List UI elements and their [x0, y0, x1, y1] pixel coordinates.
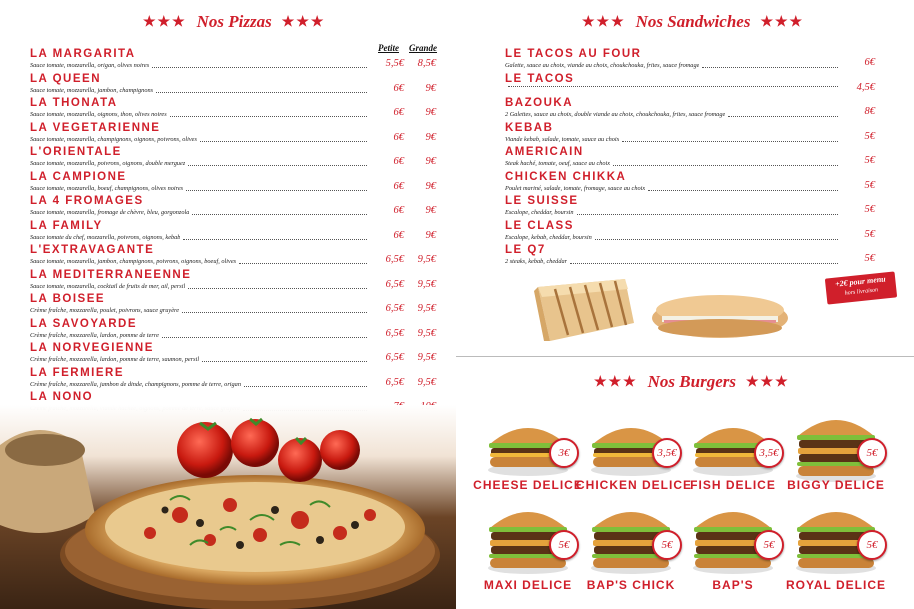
pizza-item — [30, 195, 440, 220]
leader-dots — [595, 239, 838, 240]
pizza-description: Sauce tomate, mozzarella, origan, olives noires — [30, 62, 150, 69]
pizza-name: LA FAMILY — [30, 219, 103, 232]
burger-name: ROYAL DELICE — [785, 578, 887, 592]
burgers-title: Nos Burgers — [647, 372, 736, 391]
pizza-item — [30, 146, 440, 171]
pizza-description: Sauce tomate, mozzarella, oignons, thon, olives noires — [30, 111, 167, 118]
sandwich-name: AMERICAIN — [505, 146, 584, 158]
sandwich-list — [505, 48, 875, 269]
pizza-price-grande: 9,5€ — [417, 303, 436, 314]
burgers-heading — [594, 372, 790, 392]
pizza-item — [30, 97, 440, 122]
sandwich-description: Galette, sauce au choix, viande au choix, choukchouka, frites, sauce fromage — [505, 62, 700, 69]
sandwich-description: 2 Galettes, sauce au choix, double viande au choix, choukchouka, frites, sauce fromage — [505, 111, 726, 118]
stars-left: ★★★ — [143, 14, 187, 30]
pizza-description: Sauce tomate, mozzarella, poivrons, oignons, double merguez — [30, 160, 186, 167]
leader-dots — [188, 165, 367, 166]
sandwich-price: 6€ — [864, 57, 875, 68]
pizza-name: LA FERMIERE — [30, 366, 125, 379]
sandwich-price: 5€ — [864, 204, 875, 215]
pizza-name: LA SAVOYARDE — [30, 317, 138, 330]
burger-name: CHICKEN DELICE — [576, 478, 693, 492]
sandwich-name: KEBAB — [505, 121, 554, 134]
sandwich-item — [505, 244, 875, 269]
pizza-name: LA BOISEE — [30, 293, 106, 305]
leader-dots — [508, 86, 838, 87]
pizza-description: Sauce tomate, mozzarella, cocktail de fruits de mer, ail, persil — [30, 282, 186, 290]
sandwiches-title: Nos Sandwiches — [635, 12, 751, 31]
promo-line-2: hors livraison — [844, 287, 879, 297]
pizza-description: Sauce tomate, mozzarella, champignons, oignons, poivrons, olives — [30, 135, 197, 143]
pizza-price-petite: 6,5€ — [385, 352, 404, 363]
sandwich-item — [505, 171, 875, 196]
leader-dots — [202, 361, 367, 362]
stars-right: ★★★ — [746, 374, 790, 390]
pizza-item — [30, 293, 440, 318]
burger-price-badge: 5€ — [549, 530, 579, 560]
burger-price-badge: 3€ — [549, 438, 579, 468]
sandwich-name: LE SUISSE — [505, 195, 579, 207]
pizza-name: LA NONO — [30, 391, 94, 403]
leader-dots — [162, 337, 367, 338]
sandwich-description: Viande kebab, salade, tomate, sauce au choix — [505, 135, 620, 143]
tacos-image — [530, 275, 640, 345]
pizza-name: LA 4 FROMAGES — [30, 195, 144, 207]
stars-left: ★★★ — [582, 14, 626, 30]
pizza-price-grande: 9€ — [425, 205, 436, 216]
pizza-price-petite: 6€ — [393, 205, 404, 216]
section-divider — [456, 356, 914, 357]
sandwich-name: CHICKEN CHIKKA — [505, 170, 627, 183]
sandwich-item — [505, 195, 875, 220]
pizza-price-grande: 9,5€ — [417, 376, 436, 388]
sandwich-description: 2 steaks, kebab, cheddar — [505, 258, 568, 265]
pizzas-title: Nos Pizzas — [196, 12, 272, 31]
pizza-price-grande: 9€ — [425, 107, 436, 118]
sandwich-name: LE TACOS — [505, 72, 575, 85]
pizza-price-petite: 6,5€ — [385, 254, 404, 265]
sandwich-price: 8€ — [864, 106, 875, 117]
leader-dots — [239, 263, 367, 264]
pizza-price-petite: 6€ — [393, 131, 404, 143]
pizza-illustration — [0, 405, 456, 609]
pizza-item — [30, 318, 440, 343]
sandwich-price: 5€ — [864, 228, 875, 240]
pizza-name: LA MARGARITA — [30, 48, 136, 60]
pizza-photo — [0, 405, 456, 609]
pizza-description: Sauce tomate, mozzarella, fromage de chèvre, bleu, gorgonzola — [30, 209, 190, 216]
leader-dots — [152, 67, 367, 68]
pizza-price-petite: 6€ — [393, 229, 404, 241]
leader-dots — [156, 92, 367, 93]
pizza-name: LA QUEEN — [30, 72, 101, 85]
burger-price-badge: 3,5€ — [754, 438, 784, 468]
sandwich-name: BAZOUKA — [505, 97, 573, 109]
leader-dots — [188, 288, 367, 289]
pizza-price-petite: 6,5€ — [385, 376, 404, 388]
sandwich-item — [505, 220, 875, 245]
sandwich-description: Escalope, kebab, cheddar, boursin — [505, 233, 592, 241]
burger-price-badge: 5€ — [857, 530, 887, 560]
pizza-description: Crème fraîche, mozzarella, lardon, pomme de terre — [30, 331, 159, 339]
burger-name: BAP'S — [712, 578, 754, 592]
sandwich-name: LE TACOS AU FOUR — [505, 48, 642, 60]
pizza-price-grande: 9,5€ — [417, 254, 436, 265]
pizza-item — [30, 48, 440, 73]
pizza-name: LA THONATA — [30, 97, 118, 109]
burger-name: FISH DELICE — [690, 478, 776, 492]
sandwich-name: LE CLASS — [505, 219, 574, 232]
leader-dots — [183, 239, 367, 240]
pizza-price-petite: 6€ — [393, 107, 404, 118]
pizza-price-petite: 6,5€ — [385, 327, 404, 339]
burger-price-badge: 5€ — [857, 438, 887, 468]
pizza-item — [30, 342, 440, 367]
leader-dots — [244, 386, 367, 387]
pizza-price-grande: 9€ — [425, 131, 436, 143]
pizza-description: Crème fraîche, mozzarella, jambon de dinde, champignons, pomme de terre, origan — [30, 380, 241, 388]
burger-name: MAXI DELICE — [483, 578, 573, 592]
stars-right: ★★★ — [281, 14, 326, 30]
sandwich-price: 4,5€ — [856, 81, 875, 93]
leader-dots — [182, 312, 367, 313]
leader-dots — [577, 214, 838, 215]
pizza-name: LA CAMPIONE — [30, 170, 127, 183]
panini-image — [650, 290, 790, 340]
pizza-description: Crème fraîche, mozzarella, lardon, pomme de terre, saumon, persil — [30, 356, 200, 363]
leader-dots — [170, 116, 367, 117]
burger-price-badge: 3,5€ — [652, 438, 682, 468]
pizza-price-grande: 9€ — [425, 229, 436, 241]
stars-right: ★★★ — [760, 14, 805, 30]
pizza-price-grande: 9,5€ — [417, 327, 436, 339]
pizza-name: L'EXTRAVAGANTE — [30, 244, 155, 256]
pizza-name: L'ORIENTALE — [30, 146, 122, 158]
pizza-item — [30, 171, 440, 196]
burger-name: BAP'S CHICK — [586, 578, 676, 592]
promo-line-1: +2€ pour menu — [834, 274, 887, 289]
leader-dots — [186, 190, 367, 191]
pizza-item — [30, 220, 440, 245]
burger-name: BIGGY DELICE — [787, 478, 885, 492]
pizza-item — [30, 244, 440, 269]
stars-left: ★★★ — [594, 374, 638, 390]
pizzas-heading — [143, 12, 325, 32]
leader-dots — [648, 190, 838, 191]
pizza-price-petite: 6€ — [393, 82, 404, 94]
pizza-description: Sauce tomate, mozzarella, jambon, champignons — [30, 86, 154, 94]
pizza-list — [30, 48, 440, 416]
sandwich-item — [505, 73, 875, 98]
pizza-price-petite: 6,5€ — [385, 303, 404, 314]
sandwich-description: Steak haché, tomate, oeuf, sauce au choix — [505, 160, 611, 167]
sandwiches-heading — [582, 12, 804, 32]
pizza-price-petite: 6,5€ — [385, 278, 404, 290]
pizza-price-grande: 9€ — [425, 180, 436, 192]
pizza-description: Crème fraîche, mozzarella, poulet, poivrons, sauce gruyère — [30, 307, 180, 314]
sandwich-price: 5€ — [864, 130, 875, 142]
sandwich-price: 5€ — [864, 253, 875, 264]
sandwich-price: 5€ — [864, 179, 875, 191]
sandwich-description: Poulet mariné, salade, tomate, fromage, sauce au choix — [505, 184, 646, 192]
pizza-description: Sauce tomate, mozzarella, boeuf, champignons, olives noires — [30, 184, 184, 192]
pizza-description: Sauce tomate du chef, mozzarella, poivrons, oignons, kebab — [30, 233, 181, 241]
sandwich-price: 5€ — [864, 155, 875, 166]
pizza-price-petite: 6€ — [393, 180, 404, 192]
sandwich-item — [505, 97, 875, 122]
pizza-item — [30, 122, 440, 147]
burger-price-badge: 5€ — [652, 530, 682, 560]
menu-promo-badge — [825, 271, 897, 304]
leader-dots — [570, 263, 838, 264]
sandwich-item — [505, 122, 875, 147]
leader-dots — [622, 141, 838, 142]
col-petite-header: Petite — [378, 43, 399, 53]
pizza-item — [30, 269, 440, 294]
pizza-price-grande: 9,5€ — [417, 352, 436, 363]
leader-dots — [613, 165, 838, 166]
pizza-description: Sauce tomate, mozzarella, jambon, champignons, poivrons, oignons, boeuf, olives — [30, 258, 237, 265]
pizza-item — [30, 367, 440, 392]
leader-dots — [200, 141, 367, 142]
pizza-price-grande: 8,5€ — [417, 58, 436, 69]
leader-dots — [702, 67, 838, 68]
sandwich-item — [505, 146, 875, 171]
pizza-price-grande: 9€ — [425, 156, 436, 167]
pizza-price-petite: 5,5€ — [385, 58, 404, 69]
sandwich-description: Escalope, cheddar, boursin — [505, 209, 574, 216]
pizza-name: LA MEDITERRANEENNE — [30, 268, 192, 281]
leader-dots — [728, 116, 838, 117]
pizza-price-grande: 9,5€ — [417, 278, 436, 290]
leader-dots — [192, 214, 367, 215]
pizza-item — [30, 73, 440, 98]
pizza-name: LA VEGETARIENNE — [30, 121, 161, 134]
col-grande-header: Grande — [409, 43, 438, 53]
burger-name: CHEESE DELICE — [473, 478, 583, 492]
sandwich-name: LE Q7 — [505, 244, 546, 256]
pizza-price-petite: 6€ — [393, 156, 404, 167]
sandwich-item — [505, 48, 875, 73]
burger-price-badge: 5€ — [754, 530, 784, 560]
pizza-name: LA NORVEGIENNE — [30, 342, 154, 354]
pizza-price-grande: 9€ — [425, 82, 436, 94]
